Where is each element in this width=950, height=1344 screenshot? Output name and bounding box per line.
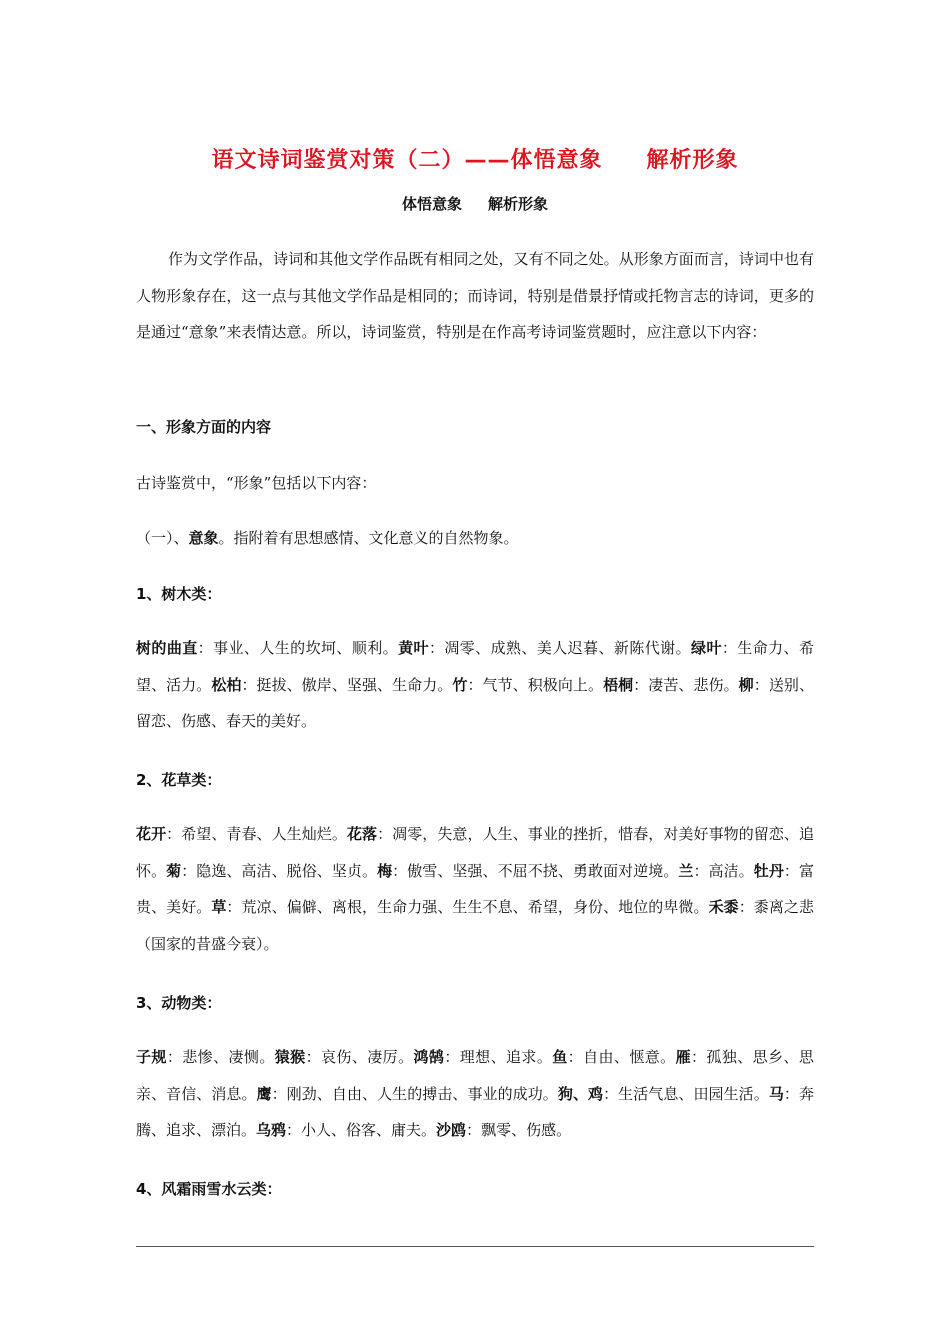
imagery-meaning: ：希望、青春、人生灿烂。 — [166, 825, 347, 843]
imagery-term: 黄叶 — [398, 639, 429, 657]
imagery-term: 松柏 — [211, 675, 242, 694]
title-main: 语文诗词鉴赏对策（二）——体悟意象 — [211, 148, 603, 173]
imagery-term: 兰 — [678, 861, 694, 880]
category-trees-paragraph — [136, 630, 814, 740]
imagery-meaning: ：凋零、成熟、美人迟暮、新陈代谢。 — [428, 639, 692, 657]
subsection-term: 意象 — [188, 529, 219, 547]
category-animals-paragraph — [136, 1039, 814, 1149]
imagery-term: 柳 — [738, 675, 754, 694]
imagery-term: 禾黍 — [708, 898, 739, 916]
imagery-term: 狗、鸡 — [557, 1084, 604, 1103]
document-title — [0, 143, 950, 174]
imagery-meaning: ：挺拔、傲岸、坚强、生命力。 — [241, 675, 453, 694]
imagery-meaning: ：奔腾、追求、漂泊。 — [136, 1084, 814, 1139]
category-trees-title: 1、树木类： — [136, 585, 222, 603]
imagery-meaning: ：荒凉、偏僻、离根，生命力强、生生不息、希望，身份、地位的卑微。 — [226, 898, 709, 916]
subsection-desc: 。指附着有思想感情、文化意义的自然物象。 — [218, 529, 519, 547]
imagery-term: 雁 — [675, 1048, 691, 1066]
imagery-term: 子规 — [136, 1048, 167, 1066]
imagery-meaning: ：高洁。 — [693, 861, 754, 880]
imagery-term: 竹 — [452, 675, 468, 694]
imagery-meaning: ：事业、人生的坎坷、顺利。 — [197, 639, 399, 657]
imagery-term: 马 — [768, 1084, 784, 1103]
imagery-term: 鸿鹄 — [413, 1048, 445, 1066]
imagery-meaning: ：凋零，失意，人生、事业的挫折，惜春，对美好事物的留恋、追怀。 — [136, 825, 814, 880]
title-tail: 解析形象 — [646, 148, 739, 173]
imagery-term: 树的曲直 — [136, 639, 198, 657]
imagery-term: 牡丹 — [753, 861, 784, 880]
imagery-term: 猿猴 — [274, 1048, 306, 1066]
subsection-imagery — [136, 528, 814, 548]
imagery-term: 花开 — [136, 825, 167, 843]
imagery-term: 绿叶 — [691, 639, 722, 657]
imagery-term: 乌鸦 — [256, 1121, 287, 1139]
imagery-meaning: ：黍离之悲（国家的昔盛今衰）。 — [136, 898, 814, 953]
imagery-term: 梧桐 — [603, 675, 634, 694]
imagery-meaning: ：哀伤、凄厉。 — [305, 1048, 414, 1066]
imagery-meaning: ：理想、追求。 — [444, 1048, 553, 1066]
imagery-meaning: ：气节、积极向上。 — [467, 675, 604, 694]
imagery-meaning: ：生活气息、田园生活。 — [603, 1084, 769, 1103]
category-flowers-title: 2、花草类： — [136, 771, 222, 789]
imagery-term: 沙鸥 — [436, 1121, 467, 1139]
subtitle-part1: 体悟意象 — [401, 195, 462, 213]
imagery-meaning: ：刚劲、自由、人生的搏击、事业的成功。 — [271, 1084, 558, 1103]
imagery-meaning: ：凄苦、悲伤。 — [633, 675, 739, 694]
imagery-meaning: ：孤独、思乡、思亲、音信、消息。 — [136, 1048, 814, 1103]
imagery-meaning: ：富贵、美好。 — [136, 861, 814, 916]
imagery-term: 鹰 — [256, 1084, 272, 1103]
imagery-meaning: ：生命力、希望、活力。 — [136, 639, 814, 694]
imagery-meaning: ：自由、惬意。 — [567, 1048, 676, 1066]
imagery-meaning: ：傲雪、坚强、不屈不挠、勇敢面对逆境。 — [392, 861, 679, 880]
category-flowers-paragraph — [136, 816, 814, 962]
imagery-meaning: ：送别、留恋、伤感、春天的美好。 — [136, 675, 814, 730]
category-weather-title: 4、风霜雨雪水云类： — [136, 1180, 282, 1198]
imagery-term: 梅 — [377, 861, 393, 880]
footer-divider — [136, 1246, 814, 1247]
imagery-term: 鱼 — [552, 1048, 568, 1066]
imagery-term: 菊 — [166, 861, 182, 880]
section-heading: 一、形象方面的内容 — [136, 418, 272, 436]
imagery-meaning: ：隐逸、高洁、脱俗、坚贞。 — [181, 861, 378, 880]
section-lead: 古诗鉴赏中，“形象”包括以下内容： — [136, 474, 377, 492]
imagery-term: 花落 — [346, 825, 378, 843]
imagery-meaning: ：悲惨、凄恻。 — [166, 1048, 275, 1066]
subtitle-part2: 解析形象 — [488, 195, 549, 213]
imagery-meaning: ：小人、俗客、庸夫。 — [286, 1121, 437, 1139]
imagery-term: 草 — [211, 898, 227, 916]
imagery-meaning: ：飘零、伤感。 — [466, 1121, 572, 1139]
subsection-prefix: （一）、 — [136, 529, 189, 547]
intro-paragraph: 作为文学作品，诗词和其他文学作品既有相同之处，又有不同之处。从形象方面而言，诗词中也有人物形象存在，这一点与其他文学作品是相同的；而诗词，特别是借景抒情或托物言志的诗词，更多的是通过“意象”来表情达意。所以，诗词鉴赏，特别是在作高考诗词鉴赏题时，应注意以下内容： — [136, 250, 814, 341]
document-subtitle — [0, 193, 950, 214]
category-animals-title: 3、动物类： — [136, 994, 222, 1012]
